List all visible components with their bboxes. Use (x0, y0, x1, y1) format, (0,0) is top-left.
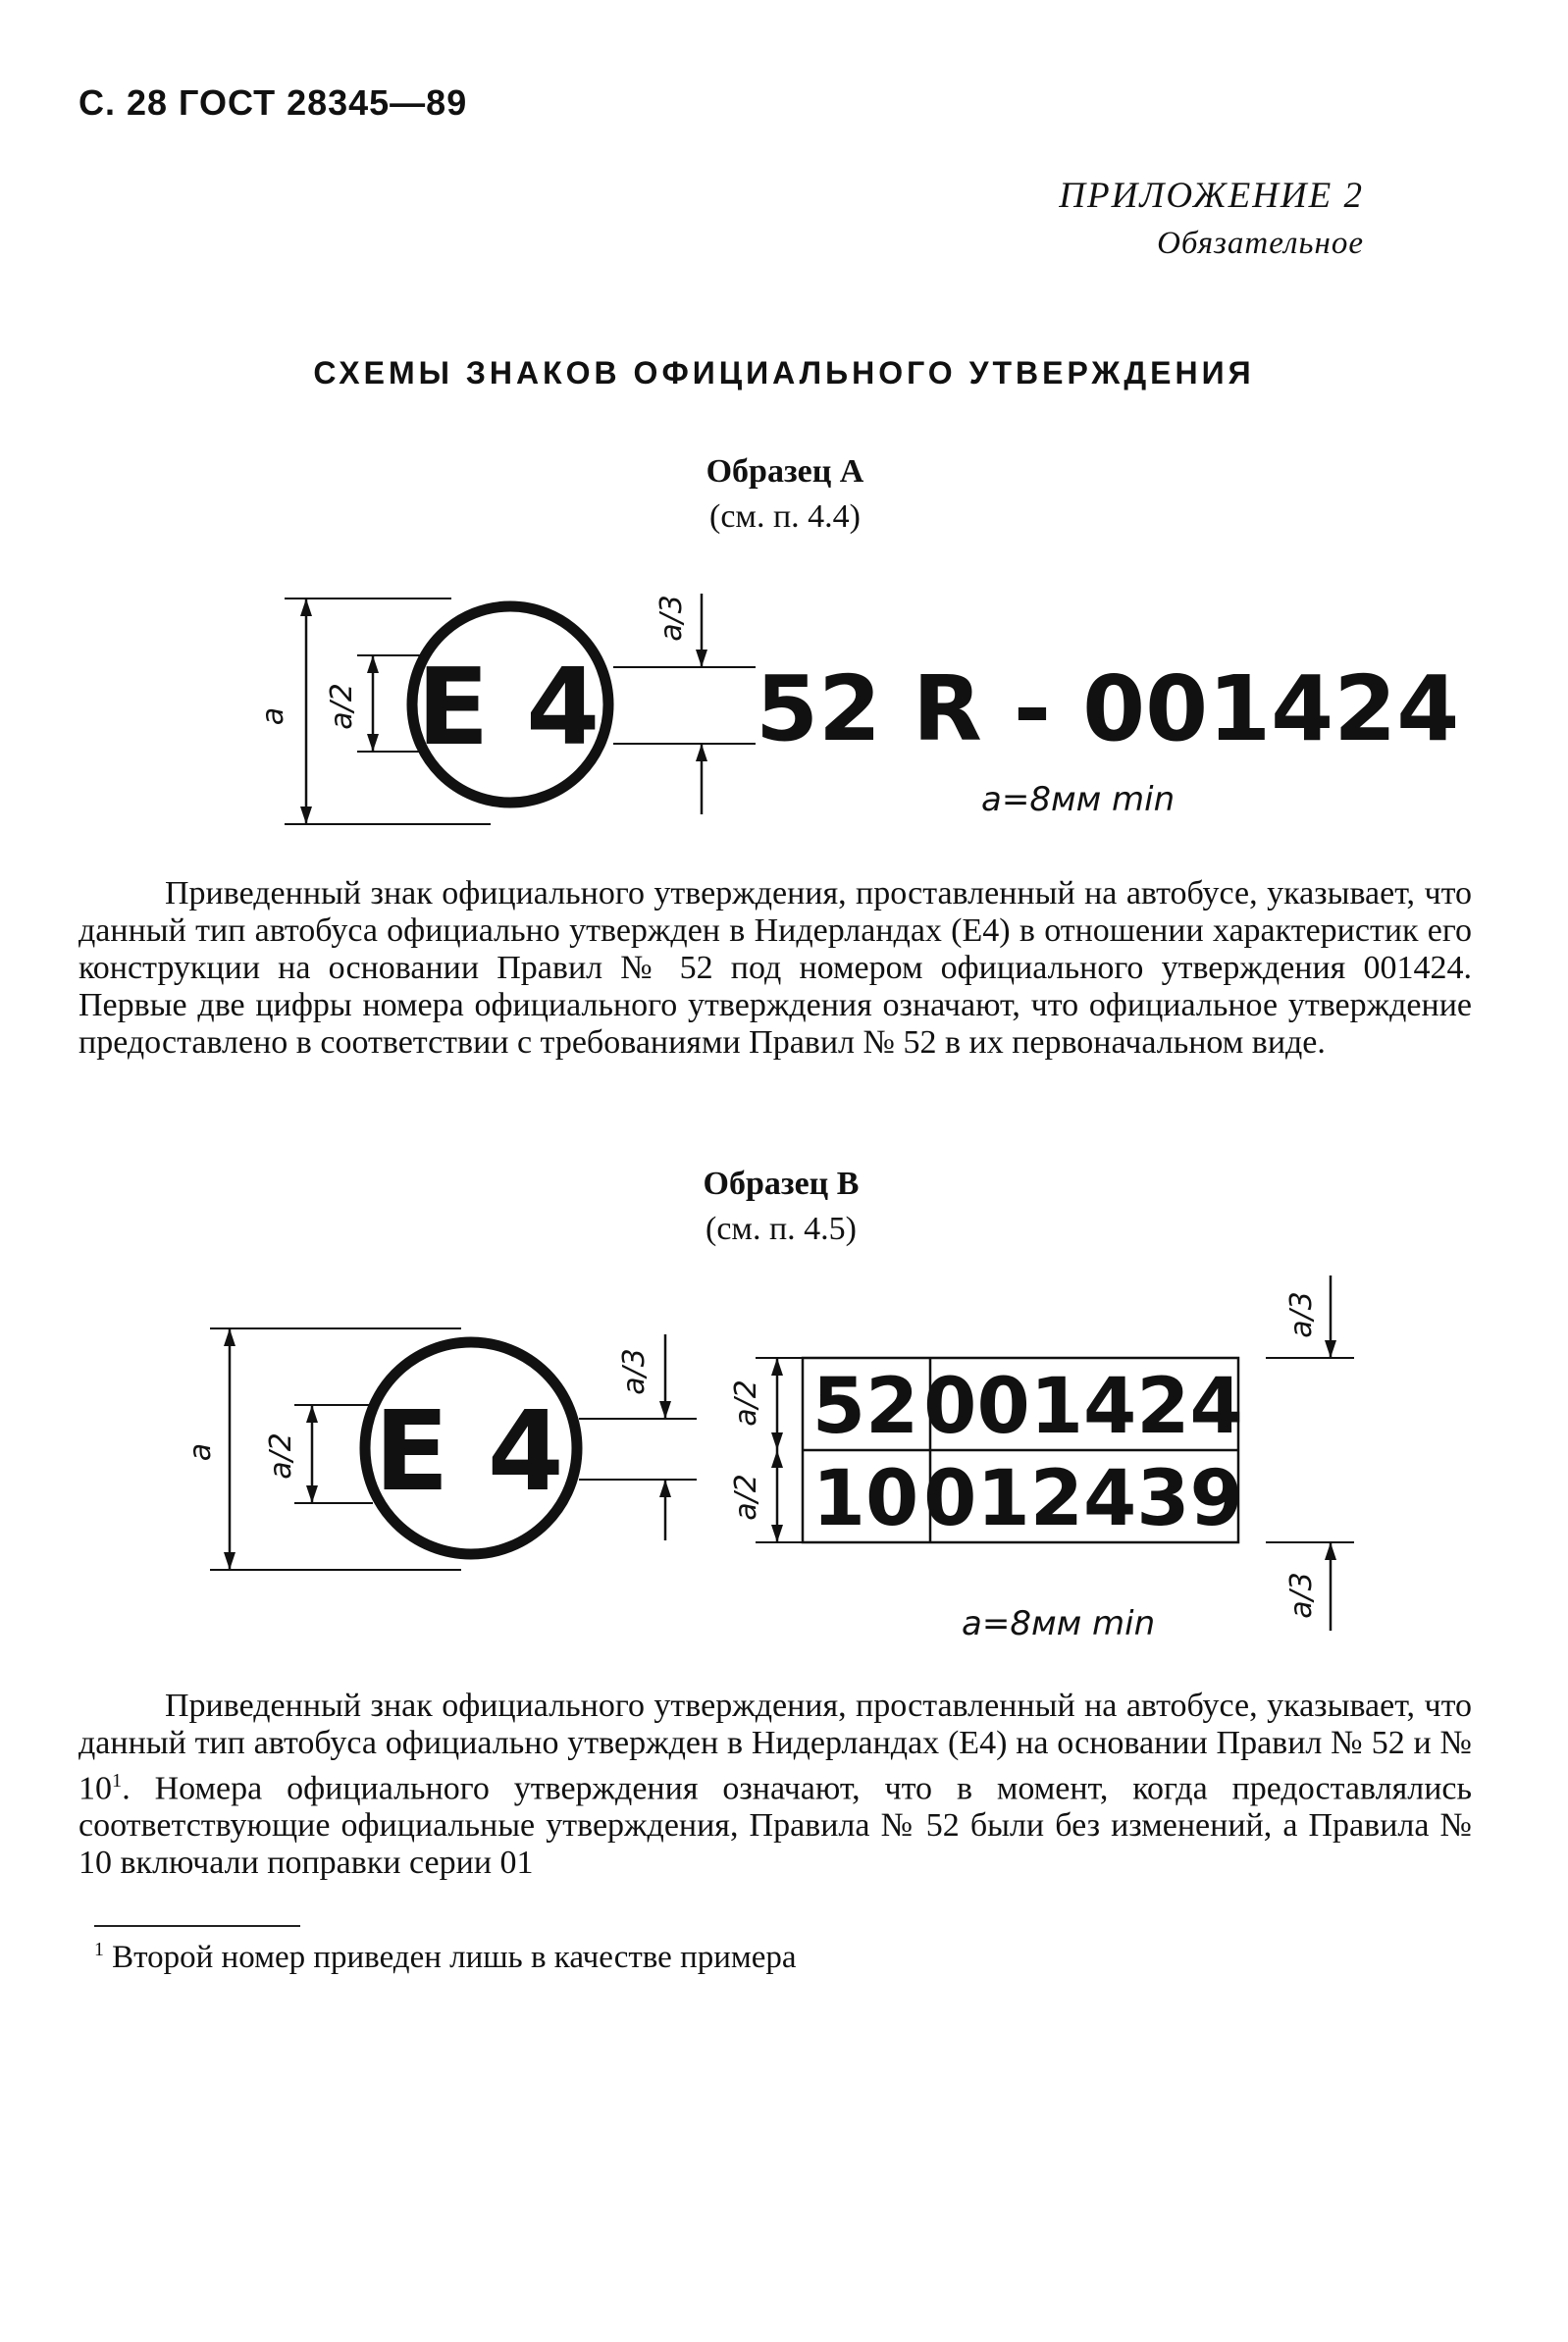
sample-a-name: Образец А (706, 453, 864, 490)
appendix-status: Обязательное (1157, 226, 1364, 261)
row1-number: 001424 (923, 1363, 1243, 1451)
row2-regulation: 10 (811, 1455, 919, 1543)
footnote-divider (94, 1925, 300, 1927)
row2-number: 012439 (923, 1455, 1243, 1543)
footnote-ref: 1 (112, 1770, 123, 1792)
approval-number: 52 R - 001424 (756, 656, 1460, 761)
sample-b-description-main: Приведенный знак официального утверждения, проставленный на автобусе, указывает, что данный тип автобуса официально утвержден в Нидерландах (Е4) на основании Правил № 52 и № 10 (78, 1688, 1472, 1807)
appendix-title: ПРИЛОЖЕНИЕ 2 (1059, 176, 1364, 216)
dim-half-label: a/2 (264, 1432, 298, 1480)
row2-dim-label: a/2 (729, 1474, 763, 1521)
sample-a-diagram (255, 579, 1460, 854)
footnote-text: Второй номер приведен лишь в качестве примера (112, 1940, 797, 1975)
dim-a-label: a (256, 706, 290, 726)
sample-b-diagram (177, 1275, 1393, 1643)
sample-a-caption (579, 449, 991, 540)
sample-b-description (78, 1688, 1472, 1882)
size-note: a=8мм min (981, 780, 1176, 819)
dim-third-label: a/3 (617, 1348, 652, 1395)
main-title: СХЕМЫ ЗНАКОВ ОФИЦИАЛЬНОГО УТВЕРЖДЕНИЯ (313, 355, 1255, 390)
footnote-marker: 1 (94, 1939, 104, 1960)
sample-b-ref: (см. п. 4.5) (706, 1211, 857, 1247)
row1-dim-label: a/2 (729, 1379, 763, 1427)
circle-label: E 4 (374, 1388, 564, 1516)
size-note: a=8мм min (962, 1604, 1156, 1643)
dim-a-label: a (183, 1442, 218, 1462)
dim-third-top-label: a/3 (1284, 1291, 1319, 1338)
appendix-label (1059, 173, 1364, 267)
dim-third-bottom-label: a/3 (1284, 1572, 1319, 1619)
row1-regulation: 52 (811, 1363, 919, 1451)
dim-half-label: a/2 (325, 683, 359, 730)
sample-b-name: Образец В (703, 1166, 860, 1202)
circle-label: E 4 (416, 647, 601, 769)
sample-a-ref: (см. п. 4.4) (709, 498, 861, 535)
page-header: С. 28 ГОСТ 28345—89 (78, 82, 468, 123)
sample-b-description-rest: . Номера официального утверждения означают, что в момент, когда предоставлялись соответствующие официальные утверждения, Правила № 52 были без изменений, а Правила № 10 включали поправки серии 01 (78, 1770, 1472, 1882)
sample-a-description: Приведенный знак официального утверждения, проставленный на автобусе, указывает, что данный тип автобуса официально утвержден в Нидерландах (Е4) в отношении характеристик его конструкции на основании Правил № 52 под номером официального утверждения 001424. Первые две цифры номера официального утверждения означают, что официальное утверждение предоставлено в соответствии с требованиями Правил № 52 в их первоначальном виде. (78, 875, 1472, 1061)
dim-third-label: a/3 (654, 595, 689, 642)
sample-b-caption (575, 1162, 987, 1252)
footnote (94, 1939, 797, 1976)
